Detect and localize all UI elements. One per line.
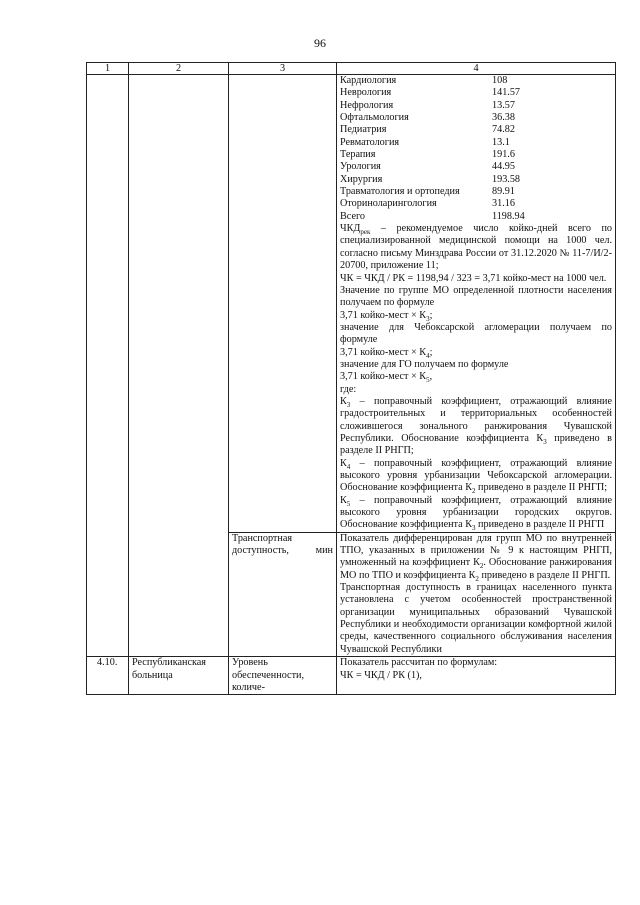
specialty-value: 36.38	[492, 112, 515, 124]
table-row	[87, 75, 616, 533]
specialty-value: 1198.94	[492, 210, 525, 222]
specialty-row	[340, 186, 612, 198]
transport-paragraph: Показатель дифференцирован для групп МО по внутренней ТПО, указанных в приложении № 9 к настоящим РНГП, умноженный на коэффициент $К_2$. Обоснование ранжирования МО по ТПО и коэффициента $К_2$ приведено в разделе II РНГП.	[340, 532, 612, 583]
specialty-row	[340, 100, 612, 112]
empty-cell	[229, 75, 337, 533]
specialty-name: Педиатрия	[340, 124, 387, 136]
facility-name: Республиканская больница	[129, 657, 229, 695]
specialty-value: 89.91	[492, 186, 515, 198]
specialty-name: Оториноларингология	[340, 198, 437, 210]
specialty-value: 13.57	[492, 99, 515, 111]
indicator-description	[337, 657, 616, 695]
empty-cell	[87, 75, 129, 657]
specialty-list	[340, 75, 612, 223]
specialty-row	[340, 87, 612, 99]
specialty-name: Кардиология	[340, 75, 397, 86]
specialty-row	[340, 112, 612, 124]
specialty-value: 191.6	[492, 149, 515, 161]
header-cell: 4	[337, 63, 616, 75]
specialty-name: Всего	[340, 210, 365, 222]
specialty-value: 193.58	[492, 173, 521, 185]
specialty-row	[340, 161, 612, 173]
specialty-name: Урология	[340, 161, 381, 173]
transport-description	[337, 532, 616, 656]
specialty-row	[340, 174, 612, 186]
specialty-value: 31.16	[492, 198, 515, 210]
header-cell: 2	[129, 63, 229, 75]
formula-intro: Показатель рассчитан по формулам:	[340, 657, 498, 669]
specialty-row	[340, 137, 612, 149]
specialty-row	[340, 124, 612, 136]
specialty-name: Ревматология	[340, 136, 400, 148]
transport-paragraph: Транспортная доступность в границах населенного пункта установлена с учетом особенностей пространственной организации муниципальных образований Чувашской Республики и необходимости организации комфортной жилой среды, качественного социального обслуживания населения Чувашской Республики	[340, 582, 612, 655]
header-cell: 1	[87, 63, 129, 75]
specialty-value: 141.57	[492, 87, 521, 99]
chkd-definition: $ЧКД_{рек}$ – рекомендуемое число койко-дней всего по специализированной медицинской помощи на 1000 чел. согласно письму Минздрава России от 31.12.2020 № 11-7/И/2-20700, приложение 11;	[340, 223, 612, 272]
specialty-value: 44.95	[492, 161, 515, 173]
specialty-row	[340, 149, 612, 161]
formula-text: ЧК = ЧКД / РК = 1198,94 / 323 = 3,71 койко-мест на 1000 чел.	[340, 272, 607, 284]
specialty-value: 108	[492, 75, 508, 86]
specialty-name: Травматология и ортопедия	[340, 186, 460, 198]
row-number: 4.10.	[87, 657, 129, 695]
empty-cell	[129, 75, 229, 657]
mo-text: Значение по группе МО определенной плотности населения получаем по формуле	[340, 284, 612, 309]
cheb-text: значение для Чебоксарской агломерации получаем по формуле	[340, 321, 612, 346]
specialty-name: Нефрология	[340, 99, 394, 111]
indicator-name: Уровень обеспеченности, количе-	[229, 657, 337, 695]
table-header-row	[87, 63, 616, 75]
formula-line: ЧК = ЧКД / РК (1),	[340, 669, 422, 681]
k3-formula: 3,71 койко-мест × $К_3$;	[340, 309, 433, 323]
header-cell: 3	[229, 63, 337, 75]
specialty-name: Хирургия	[340, 173, 383, 185]
specialty-row	[340, 211, 612, 223]
specialty-row	[340, 75, 612, 87]
table-row	[87, 657, 616, 695]
k3-definition: $К_3$ – поправочный коэффициент, отражающий влияние градостроительных и территориальных особенностей сложившегося зонального ранжирования Чувашской Республики. Обоснование коэффициента $К_3$ приведено в разделе II РНГП;	[340, 395, 612, 457]
k5-formula: 3,71 койко-мест × $К_5$,	[340, 371, 433, 385]
specialty-name: Терапия	[340, 149, 376, 161]
specialty-name: Неврология	[340, 87, 392, 99]
standards-table	[86, 62, 616, 695]
k5-definition: $К_5$ – поправочный коэффициент, отражающий влияние высокого уровня урбанизации городских округов. Обоснование коэффициента $К_3$ приведено в разделе II РНГП	[340, 494, 612, 533]
go-text: значение для ГО получаем по формуле	[340, 358, 509, 370]
transport-label: Транспортная доступность, мин	[229, 532, 337, 656]
k4-definition: $К_4$ – поправочный коэффициент, отражающий влияние высокого уровня урбанизации Чебоксарской агломерации. Обоснование коэффициента $К_2$ приведено в разделе II РНГП;	[340, 457, 612, 496]
specialty-value: 74.82	[492, 124, 515, 136]
specialty-name: Офтальмология	[340, 112, 409, 124]
specialty-row	[340, 198, 612, 210]
where-text: где:	[340, 383, 357, 395]
specialty-value: 13.1	[492, 136, 510, 148]
description-cell	[337, 75, 616, 533]
k4-formula: 3,71 койко-мест × $К_4$;	[340, 346, 433, 360]
page-number: 96	[314, 36, 326, 50]
